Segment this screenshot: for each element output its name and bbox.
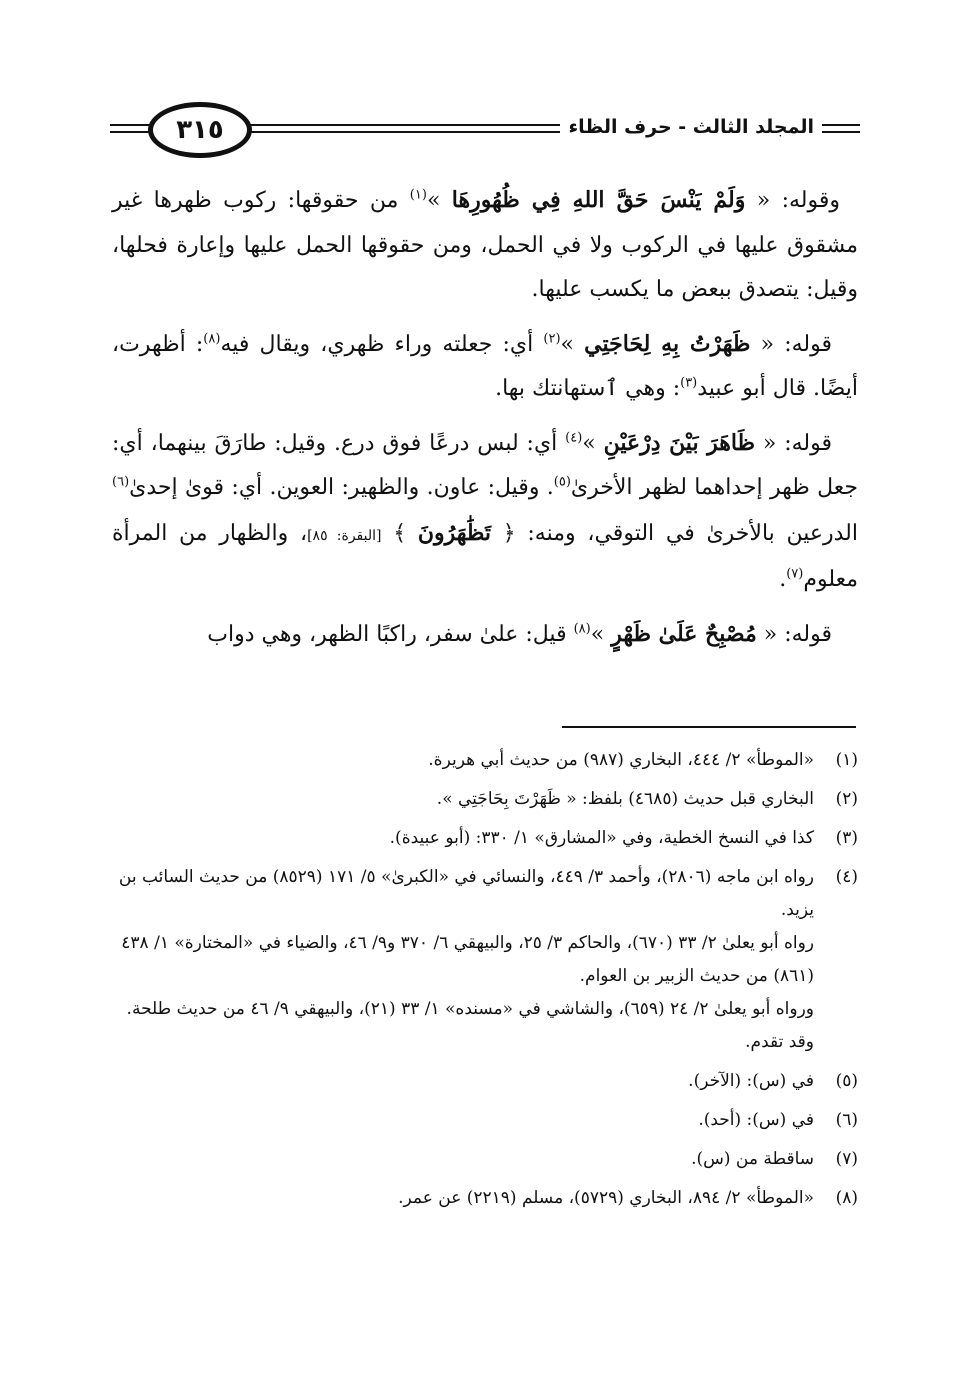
text-run: » xyxy=(426,188,452,213)
footnote-5 xyxy=(112,1065,858,1098)
paragraph-2 xyxy=(112,322,858,412)
text-run: . xyxy=(779,567,787,592)
paragraph-4 xyxy=(112,612,858,658)
footnote-6 xyxy=(112,1104,858,1137)
footnote-ref: (٨) xyxy=(573,621,591,637)
text-run: من حقوقها: ركوب ظهرها غير مشقوق عليها في الركوب ولا في الحمل، ومن حقوقها الحمل عليها وإعارة فحلها، وقيل: يتصدق ببعض ما يكسب عليها. xyxy=(112,188,858,302)
footnote-text: رواه ابن ماجه (٢٨٠٦)، وأحمد ٣/ ٤٤٩، والنسائي في «الكبرىٰ» ٥/ ١٧١ (٨٥٢٩) من حديث السائب بن يزيد. xyxy=(118,867,814,920)
footnotes xyxy=(112,744,858,1221)
text-run: » xyxy=(560,331,585,357)
paragraph-3 xyxy=(112,421,858,603)
footnote-number: (٦) xyxy=(835,1110,858,1130)
footnote-text: ورواه أبو يعلىٰ ٢/ ٢٤ (٦٥٩)، والشاشي في «مسنده» ١/ ٣٣ (٢١)، والبيهقي ٩/ ٤٦ من حديث طلحة. وقد تقدم. xyxy=(126,999,814,1052)
paragraph-1 xyxy=(112,178,858,313)
text-run: الدرعين بالأخرىٰ في التوقي، ومنه: ﴿ xyxy=(491,520,858,546)
hadith-quote: وَلَمْ يَنْسَ حَقَّ اللهِ فِي ظُهُورِهَا xyxy=(451,187,746,213)
text-run: » xyxy=(590,621,612,647)
text-run: » xyxy=(582,430,604,456)
footnote-number: (٨) xyxy=(835,1188,858,1208)
footnote-ref: (٦) xyxy=(112,474,130,490)
hadith-quote: ظَاهَرَ بَيْنَ دِرْعَيْنِ xyxy=(603,429,756,456)
footnote-1 xyxy=(112,744,858,777)
footnote-text: رواه أبو يعلىٰ ٢/ ٣٣ (٦٧٠)، والحاكم ٣/ ٢٥، والبيهقي ٦/ ٣٧٠ و٩/ ٤٦، والضياء في «المختارة» ١/ ٤٣٨ (٨٦١) من حديث الزبير بن العوام. xyxy=(121,933,814,986)
text-run: أي: جعلته وراء ظهري، ويقال فيه xyxy=(220,331,544,357)
footnote-ref: (٤) xyxy=(565,430,583,446)
text-run: قيل: علىٰ سفر، راكبًا الظهر، وهي دواب xyxy=(207,621,574,647)
footnote-text: ساقطة من (س). xyxy=(691,1149,814,1169)
footnote-text: في (س): (الآخر). xyxy=(688,1071,814,1091)
main-text xyxy=(112,178,858,666)
page-number: ٣١٥ xyxy=(176,115,224,145)
quran-verse: تَظَٰهَرُونَ xyxy=(417,519,492,546)
footnote-number: (٢) xyxy=(835,789,858,809)
text-run: : وهي ٱستهانتك بها. xyxy=(495,376,681,401)
footnote-ref: (٥) xyxy=(553,474,571,490)
text-run: ، والظهار من المرأة معلوم xyxy=(112,520,858,592)
footnote-ref: (٣) xyxy=(680,375,698,391)
text-run: ﴾ xyxy=(381,520,418,546)
text-run: . وقيل: عاون. والظهير: العوين. أي: قوىٰ إحدىٰ xyxy=(129,475,554,500)
running-title: المجلد الثالث - حرف الظاء xyxy=(560,116,822,138)
hadith-quote: ظَهَرْتُ بِهِ لِحَاجَتِي xyxy=(584,330,751,357)
footnote-ref: (٧) xyxy=(786,566,804,582)
hadith-quote: مُصْبِحٌ عَلَىٰ ظَهْرٍ xyxy=(611,620,757,647)
footnote-text: كذا في النسخ الخطية، وفي «المشارق» ١/ ٣٣٠: (أبو عبيدة). xyxy=(389,828,814,848)
footnote-4 xyxy=(112,861,858,1059)
text-run: وقوله: « xyxy=(745,188,841,213)
footnote-text: «الموطأ» ٢/ ٤٤٤، البخاري (٩٨٧) من حديث أبي هريرة. xyxy=(428,750,814,770)
footnote-text: «الموطأ» ٢/ ٨٩٤، البخاري (٥٧٢٩)، مسلم (٢٢١٩) عن عمر. xyxy=(398,1188,814,1208)
footnote-separator xyxy=(562,726,856,728)
footnote-number: (١) xyxy=(835,750,858,770)
footnote-number: (٤) xyxy=(835,867,858,887)
text-run: أي: لبس درعًا فوق درع. وقيل: طارَقَ بينهما، أي: جعل ظهر إحداهما لظهر الأخرىٰ xyxy=(112,430,858,500)
text-run: قوله: « xyxy=(756,621,832,647)
footnote-number: (٧) xyxy=(835,1149,858,1169)
text-run: : أظهرت، أيضًا. قال أبو عبيد xyxy=(112,331,858,401)
footnote-ref: (١) xyxy=(409,187,427,203)
footnote-number: (٣) xyxy=(835,828,858,848)
footnote-ref: (٢) xyxy=(543,331,561,347)
footnote-number: (٥) xyxy=(835,1071,858,1091)
page-number-oval xyxy=(148,102,252,158)
footnote-8 xyxy=(112,1182,858,1215)
footnote-2 xyxy=(112,783,858,816)
footnote-7 xyxy=(112,1143,858,1176)
verse-reference: [البقرة: ٨٥] xyxy=(307,527,382,544)
footnote-text: في (س): (أحد). xyxy=(698,1110,814,1130)
text-run: قوله: « xyxy=(755,430,833,456)
text-run: قوله: « xyxy=(750,331,833,357)
running-header xyxy=(110,100,860,164)
footnote-ref: (٨) xyxy=(203,331,221,347)
footnote-3 xyxy=(112,822,858,855)
footnote-text: البخاري قبل حديث (٤٦٨٥) بلفظ: « ظَهَرْتَ بِحَاجَتِي ». xyxy=(436,789,814,809)
